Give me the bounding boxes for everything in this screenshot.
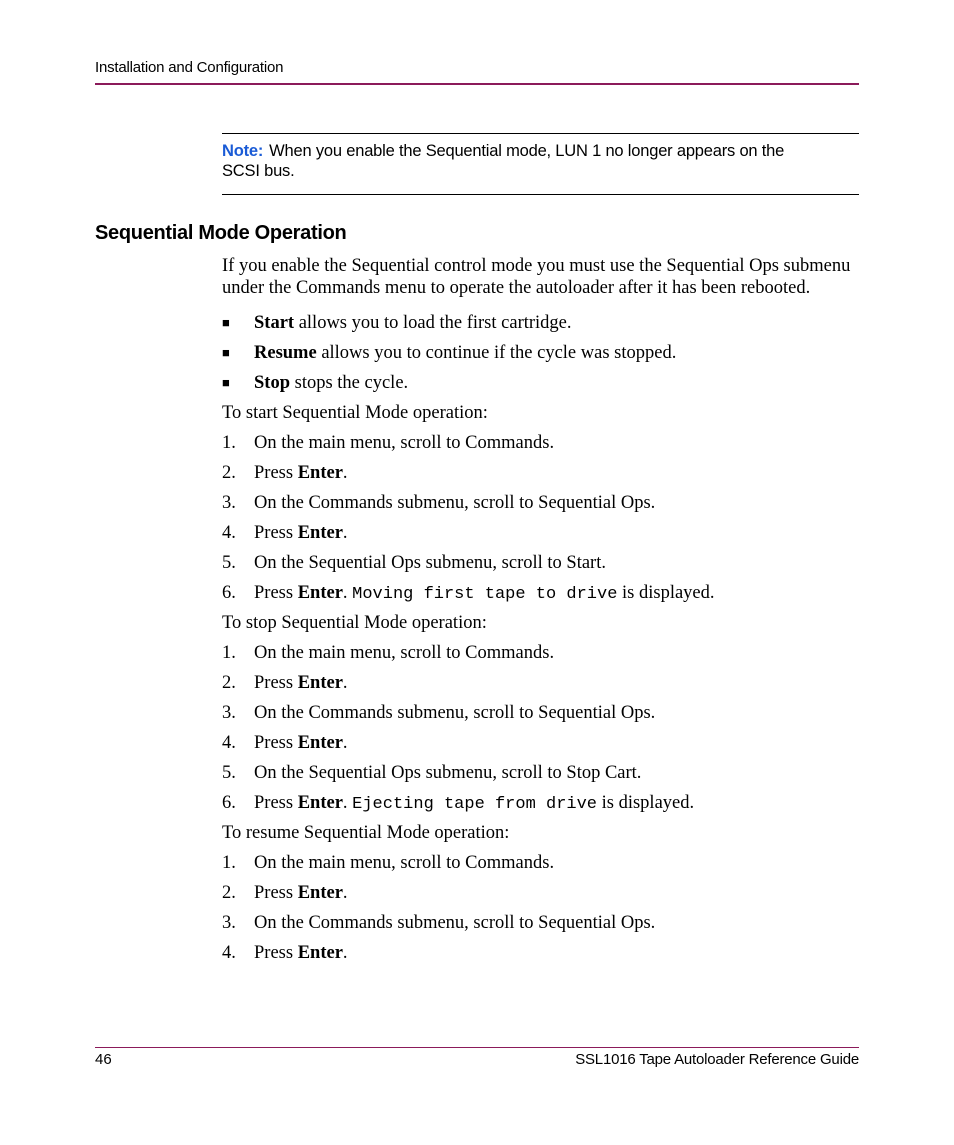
step-number: 3. [222,703,236,723]
start-step [222,488,859,518]
start-step [222,548,859,578]
step-tail: is displayed. [597,793,695,813]
step-text: On the Sequential Ops submenu, scroll to Stop Cart. [254,763,642,783]
stop-step [222,758,859,788]
note-label: Note: [222,142,264,160]
footer-rule [95,1047,859,1048]
step-text: On the Commands submenu, scroll to Sequential Ops. [254,493,656,513]
step-number: 3. [222,493,236,513]
stop-step [222,788,859,818]
step-number: 3. [222,913,236,933]
note-text-block [222,141,822,181]
start-step [222,518,859,548]
step-text: On the main menu, scroll to Commands. [254,853,555,873]
step-number: 1. [222,433,236,453]
key-name: Enter [297,733,343,753]
key-name: Enter [297,463,343,483]
page-number: 46 [95,1051,112,1068]
step-number: 1. [222,853,236,873]
step-pre: Press [254,673,298,693]
stop-step [222,698,859,728]
header-rule [95,83,859,85]
step-post: . [342,733,348,753]
note-body: When you enable the Sequential mode, LUN 1 no longer appears on the SCSI bus. [222,142,785,180]
key-name: Enter [297,583,343,603]
intro-paragraph: If you enable the Sequential control mode you must use the Sequential Ops submenu under the Commands menu to operate the autoloader after it has been rebooted. [222,256,851,298]
start-step [222,578,859,608]
step-number: 4. [222,523,236,543]
bullet-item [222,338,859,368]
bullet-desc: allows you to continue if the cycle was stopped. [316,343,677,363]
step-number: 5. [222,763,236,783]
step-post: . [342,883,348,903]
step-pre: Press [254,883,298,903]
step-post: . [342,523,348,543]
step-post: . [342,673,348,693]
resume-step [222,878,859,908]
start-intro: To start Sequential Mode operation: [222,403,488,423]
key-name: Enter [297,883,343,903]
step-text: On the Commands submenu, scroll to Sequential Ops. [254,703,656,723]
section-body [222,256,859,968]
section-title: Sequential Mode Operation [95,222,347,244]
step-number: 1. [222,643,236,663]
step-text: On the Commands submenu, scroll to Sequential Ops. [254,913,656,933]
step-number: 2. [222,463,236,483]
step-number: 4. [222,943,236,963]
step-number: 2. [222,883,236,903]
step-post: . [342,793,353,813]
stop-step [222,728,859,758]
resume-step [222,938,859,968]
bullet-term: Resume [254,343,317,363]
note-box [222,133,859,195]
resume-step [222,908,859,938]
resume-intro: To resume Sequential Mode operation: [222,823,510,843]
key-name: Enter [297,523,343,543]
stop-intro: To stop Sequential Mode operation: [222,613,487,633]
step-text: On the Sequential Ops submenu, scroll to Start. [254,553,606,573]
step-number: 6. [222,583,236,603]
step-pre: Press [254,583,298,603]
stop-step [222,638,859,668]
step-pre: Press [254,463,298,483]
bullet-term: Start [254,313,295,333]
step-number: 6. [222,793,236,813]
step-pre: Press [254,523,298,543]
step-text: On the main menu, scroll to Commands. [254,643,555,663]
resume-step [222,848,859,878]
step-post: . [342,463,348,483]
step-pre: Press [254,733,298,753]
running-header: Installation and Configuration [95,59,284,76]
key-name: Enter [297,673,343,693]
start-step [222,458,859,488]
step-text: On the main menu, scroll to Commands. [254,433,555,453]
step-number: 5. [222,553,236,573]
stop-step [222,668,859,698]
guide-title: SSL1016 Tape Autoloader Reference Guide [575,1051,859,1068]
step-post: . [342,583,353,603]
step-post: . [342,943,348,963]
bullet-square-icon: ■ [222,375,230,390]
step-number: 4. [222,733,236,753]
bullet-square-icon: ■ [222,345,230,360]
step-pre: Press [254,943,298,963]
bullet-square-icon: ■ [222,315,230,330]
start-step [222,428,859,458]
step-pre: Press [254,793,298,813]
key-name: Enter [297,943,343,963]
key-name: Enter [297,793,343,813]
display-message: Ejecting tape from drive [352,795,597,814]
bullet-item [222,308,859,338]
bullet-item [222,368,859,398]
bullet-desc: allows you to load the first cartridge. [294,313,572,333]
bullet-desc: stops the cycle. [290,373,409,393]
bullet-term: Stop [254,373,290,393]
display-message: Moving first tape to drive [352,585,618,604]
step-tail: is displayed. [617,583,715,603]
step-number: 2. [222,673,236,693]
